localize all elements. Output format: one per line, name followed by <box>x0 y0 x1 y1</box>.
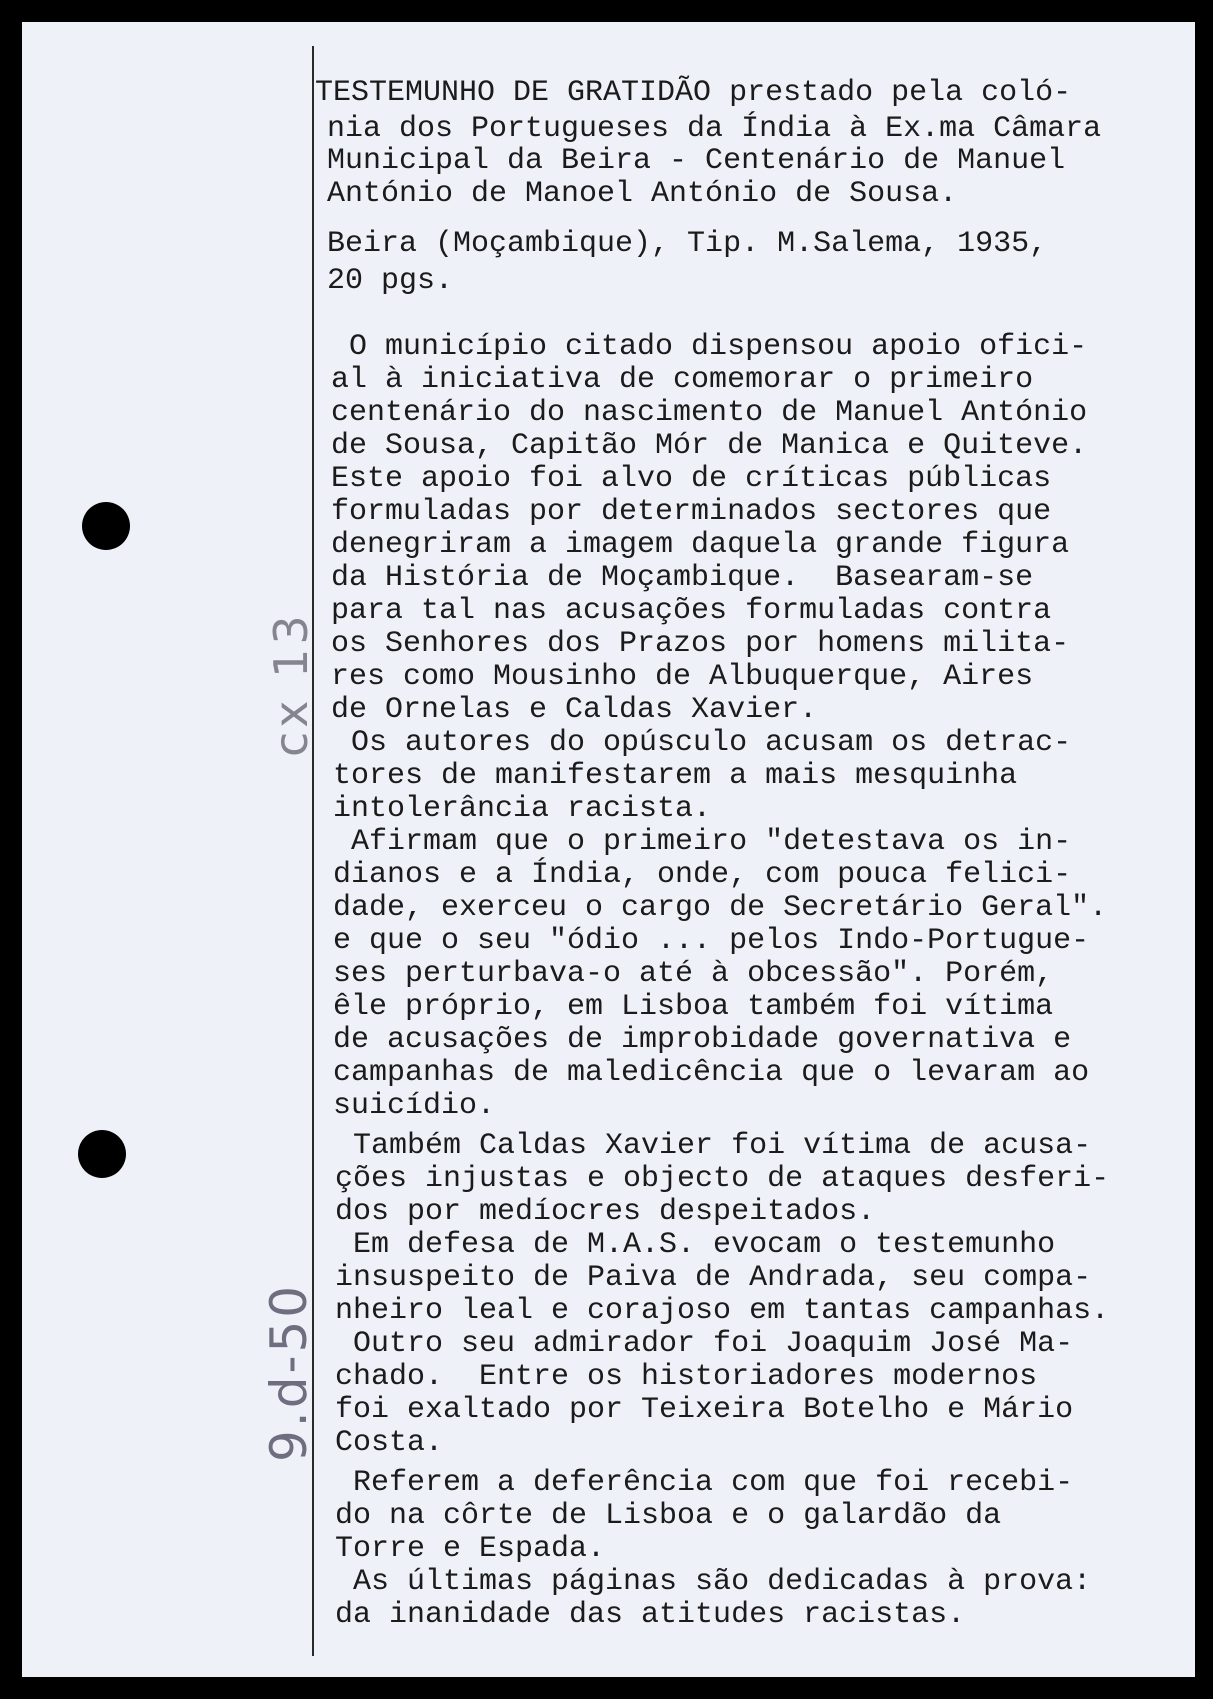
body-line: Referem a deferência com que foi recebi- <box>335 1466 1074 1500</box>
body-line: Torre e Espada. <box>335 1532 606 1566</box>
body-line: ses perturbava-o até à obcessão". Porém, <box>333 957 1054 991</box>
body-line: Também Caldas Xavier foi vítima de acusa- <box>335 1129 1092 1163</box>
body-line: de acusações de improbidade governativa e <box>333 1023 1072 1057</box>
body-line: campanhas de maledicência que o levaram ao <box>333 1056 1090 1090</box>
title-line: António de Manoel António de Sousa. <box>327 177 958 211</box>
body-line: para tal nas acusações formuladas contra <box>331 594 1052 628</box>
imprint-line: 20 pgs. <box>327 264 454 298</box>
handwritten-shelf-mark: 9.d-50 <box>260 1282 318 1462</box>
imprint-line: Beira (Moçambique), Tip. M.Salema, 1935, <box>327 227 1048 261</box>
body-line: Este apoio foi alvo de críticas públicas <box>331 462 1052 496</box>
body-line: de Sousa, Capitão Mór de Manica e Quiteve. <box>331 429 1088 463</box>
body-line: foi exaltado por Teixeira Botelho e Mário <box>335 1393 1074 1427</box>
body-line: intolerância racista. <box>333 792 712 826</box>
body-line: centenário do nascimento de Manuel António <box>331 396 1088 430</box>
document-page <box>22 22 1195 1677</box>
body-line: os Senhores dos Prazos por homens milita- <box>331 627 1070 661</box>
body-line: al à iniciativa de comemorar o primeiro <box>331 363 1034 397</box>
body-line: êle próprio, em Lisboa também foi vítima <box>333 990 1054 1024</box>
body-line: res como Mousinho de Albuquerque, Aires <box>331 660 1034 694</box>
handwritten-box-number: cx 13 <box>264 611 318 757</box>
body-line: nheiro leal e corajoso em tantas campanhas. <box>335 1294 1110 1328</box>
title-line: nia dos Portugueses da Índia à Ex.ma Câmara <box>327 112 1102 146</box>
body-line: Costa. <box>335 1426 444 1460</box>
body-line: insuspeito de Paiva de Andrada, seu compa- <box>335 1261 1092 1295</box>
body-line: O município citado dispensou apoio ofici- <box>331 330 1088 364</box>
body-line: suicídio. <box>333 1089 496 1123</box>
typed-text-block <box>22 22 1195 1677</box>
body-line: de Ornelas e Caldas Xavier. <box>331 693 818 727</box>
body-line: Em defesa de M.A.S. evocam o testemunho <box>335 1228 1056 1262</box>
body-line: Os autores do opúsculo acusam os detrac- <box>333 726 1072 760</box>
body-line: dos por medíocres despeitados. <box>335 1195 876 1229</box>
body-line: e que o seu "ódio ... pelos Indo-Portugue- <box>333 924 1090 958</box>
body-line: dade, exerceu o cargo de Secretário Geral". <box>333 891 1108 925</box>
body-line: da inanidade das atitudes racistas. <box>335 1598 966 1632</box>
body-line: denegriram a imagem daquela grande figura <box>331 528 1070 562</box>
body-line: ções injustas e objecto de ataques desferi- <box>335 1162 1110 1196</box>
title-line: TESTEMUNHO DE GRATIDÃO prestado pela coló- <box>315 76 1072 110</box>
body-line: do na côrte de Lisboa e o galardão da <box>335 1499 1002 1533</box>
body-line: chado. Entre os historiadores modernos <box>335 1360 1038 1394</box>
body-line: Afirmam que o primeiro "detestava os in- <box>333 825 1072 859</box>
body-line: tores de manifestarem a mais mesquinha <box>333 759 1018 793</box>
body-line: formuladas por determinados sectores que <box>331 495 1052 529</box>
body-line: Outro seu admirador foi Joaquim José Ma- <box>335 1327 1074 1361</box>
body-line: da História de Moçambique. Basearam-se <box>331 561 1034 595</box>
body-line: dianos e a Índia, onde, com pouca felici- <box>333 858 1072 892</box>
title-line: Municipal da Beira - Centenário de Manuel <box>327 144 1066 178</box>
body-line: As últimas páginas são dedicadas à prova: <box>335 1565 1092 1599</box>
